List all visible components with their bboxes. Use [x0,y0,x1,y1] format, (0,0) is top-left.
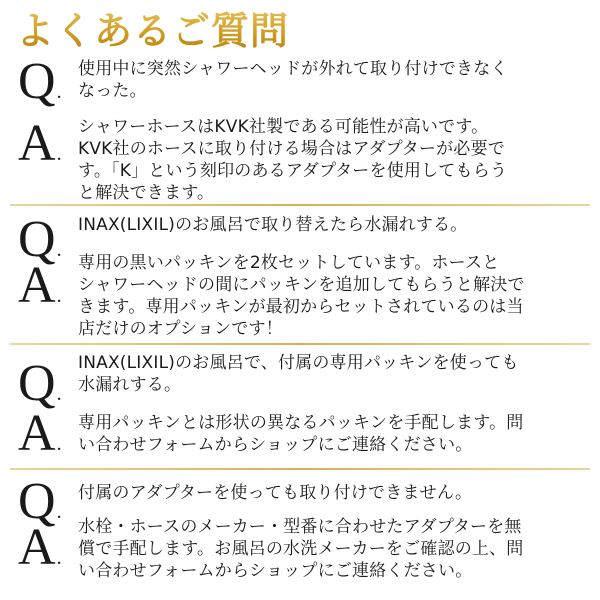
divider [10,468,590,470]
answer-text [78,516,578,582]
answer-marker: A. [18,405,62,462]
question-line: なった。 [78,81,147,101]
answer-line: い合わせフォームからショップにご連絡ください。 [78,561,473,581]
answer-text [78,116,578,204]
answer-dot: . [56,433,62,455]
answer-marker: A. [18,519,62,576]
answer-dot: . [56,547,62,569]
question-dot: . [56,81,62,103]
answer-line: きます。専用パッキンが最初からセットされているのは当 [78,297,524,317]
answer-text [78,412,578,456]
question-line: 付属のアダプターを使っても取り付けできません。 [78,483,473,503]
answer-text [78,252,578,340]
question-dot: . [56,239,62,261]
question-line: 使用中に突然シャワーヘッドが外れて取り付けできなく [78,59,508,79]
answer-line: 償で手配します。お風呂の水洗メーカーをご確認の上、問 [78,539,524,559]
question-dot: . [56,501,62,523]
page-title: よくあるご質問 [16,6,289,56]
answer-line: 水栓・ホースのメーカー・型番に合わせたアダプターを無 [78,517,522,537]
answer-line: す。「K」という刻印のあるアダプターを使用してもらう [78,161,508,181]
question-text [78,214,578,236]
question-marker: Q. [18,473,62,530]
answer-line: KVK社のホースに取り付ける場合はアダプターが必要で [78,139,505,159]
question-text [78,58,578,102]
question-marker: Q. [18,355,62,412]
answer-line: 専用の黒いパッキンを2枚セットしています。ホースと [78,253,500,273]
answer-marker: A. [18,115,62,172]
answer-line: シャワーヘッドの間にパッキンを追加してもらうと解決で [78,275,525,295]
divider [10,204,590,206]
question-line: INAX(LIXIL)のお風呂で取り替えたら水漏れする。 [78,215,468,235]
answer-line: 店だけのオプションです！ [78,319,283,339]
question-dot: . [56,383,62,405]
answer-dot: . [56,143,62,165]
question-text [78,352,578,396]
question-line: INAX(LIXIL)のお風呂で、付属の専用パッキンを使っても [78,353,519,373]
question-marker: Q. [18,53,62,110]
answer-line: と解決できます。 [78,183,215,203]
question-marker: Q. [18,211,62,268]
answer-marker: A. [18,257,62,314]
answer-line: 専用パッキンとは形状の異なるパッキンを手配します。問 [78,413,524,433]
answer-line: シャワーホースはKVK社製である可能性が高いです。 [78,117,489,137]
answer-dot: . [56,285,62,307]
divider [10,343,590,345]
question-line: 水漏れする。 [78,375,182,395]
question-text [78,482,578,504]
answer-line: い合わせフォームからショップにご連絡ください。 [78,435,473,455]
